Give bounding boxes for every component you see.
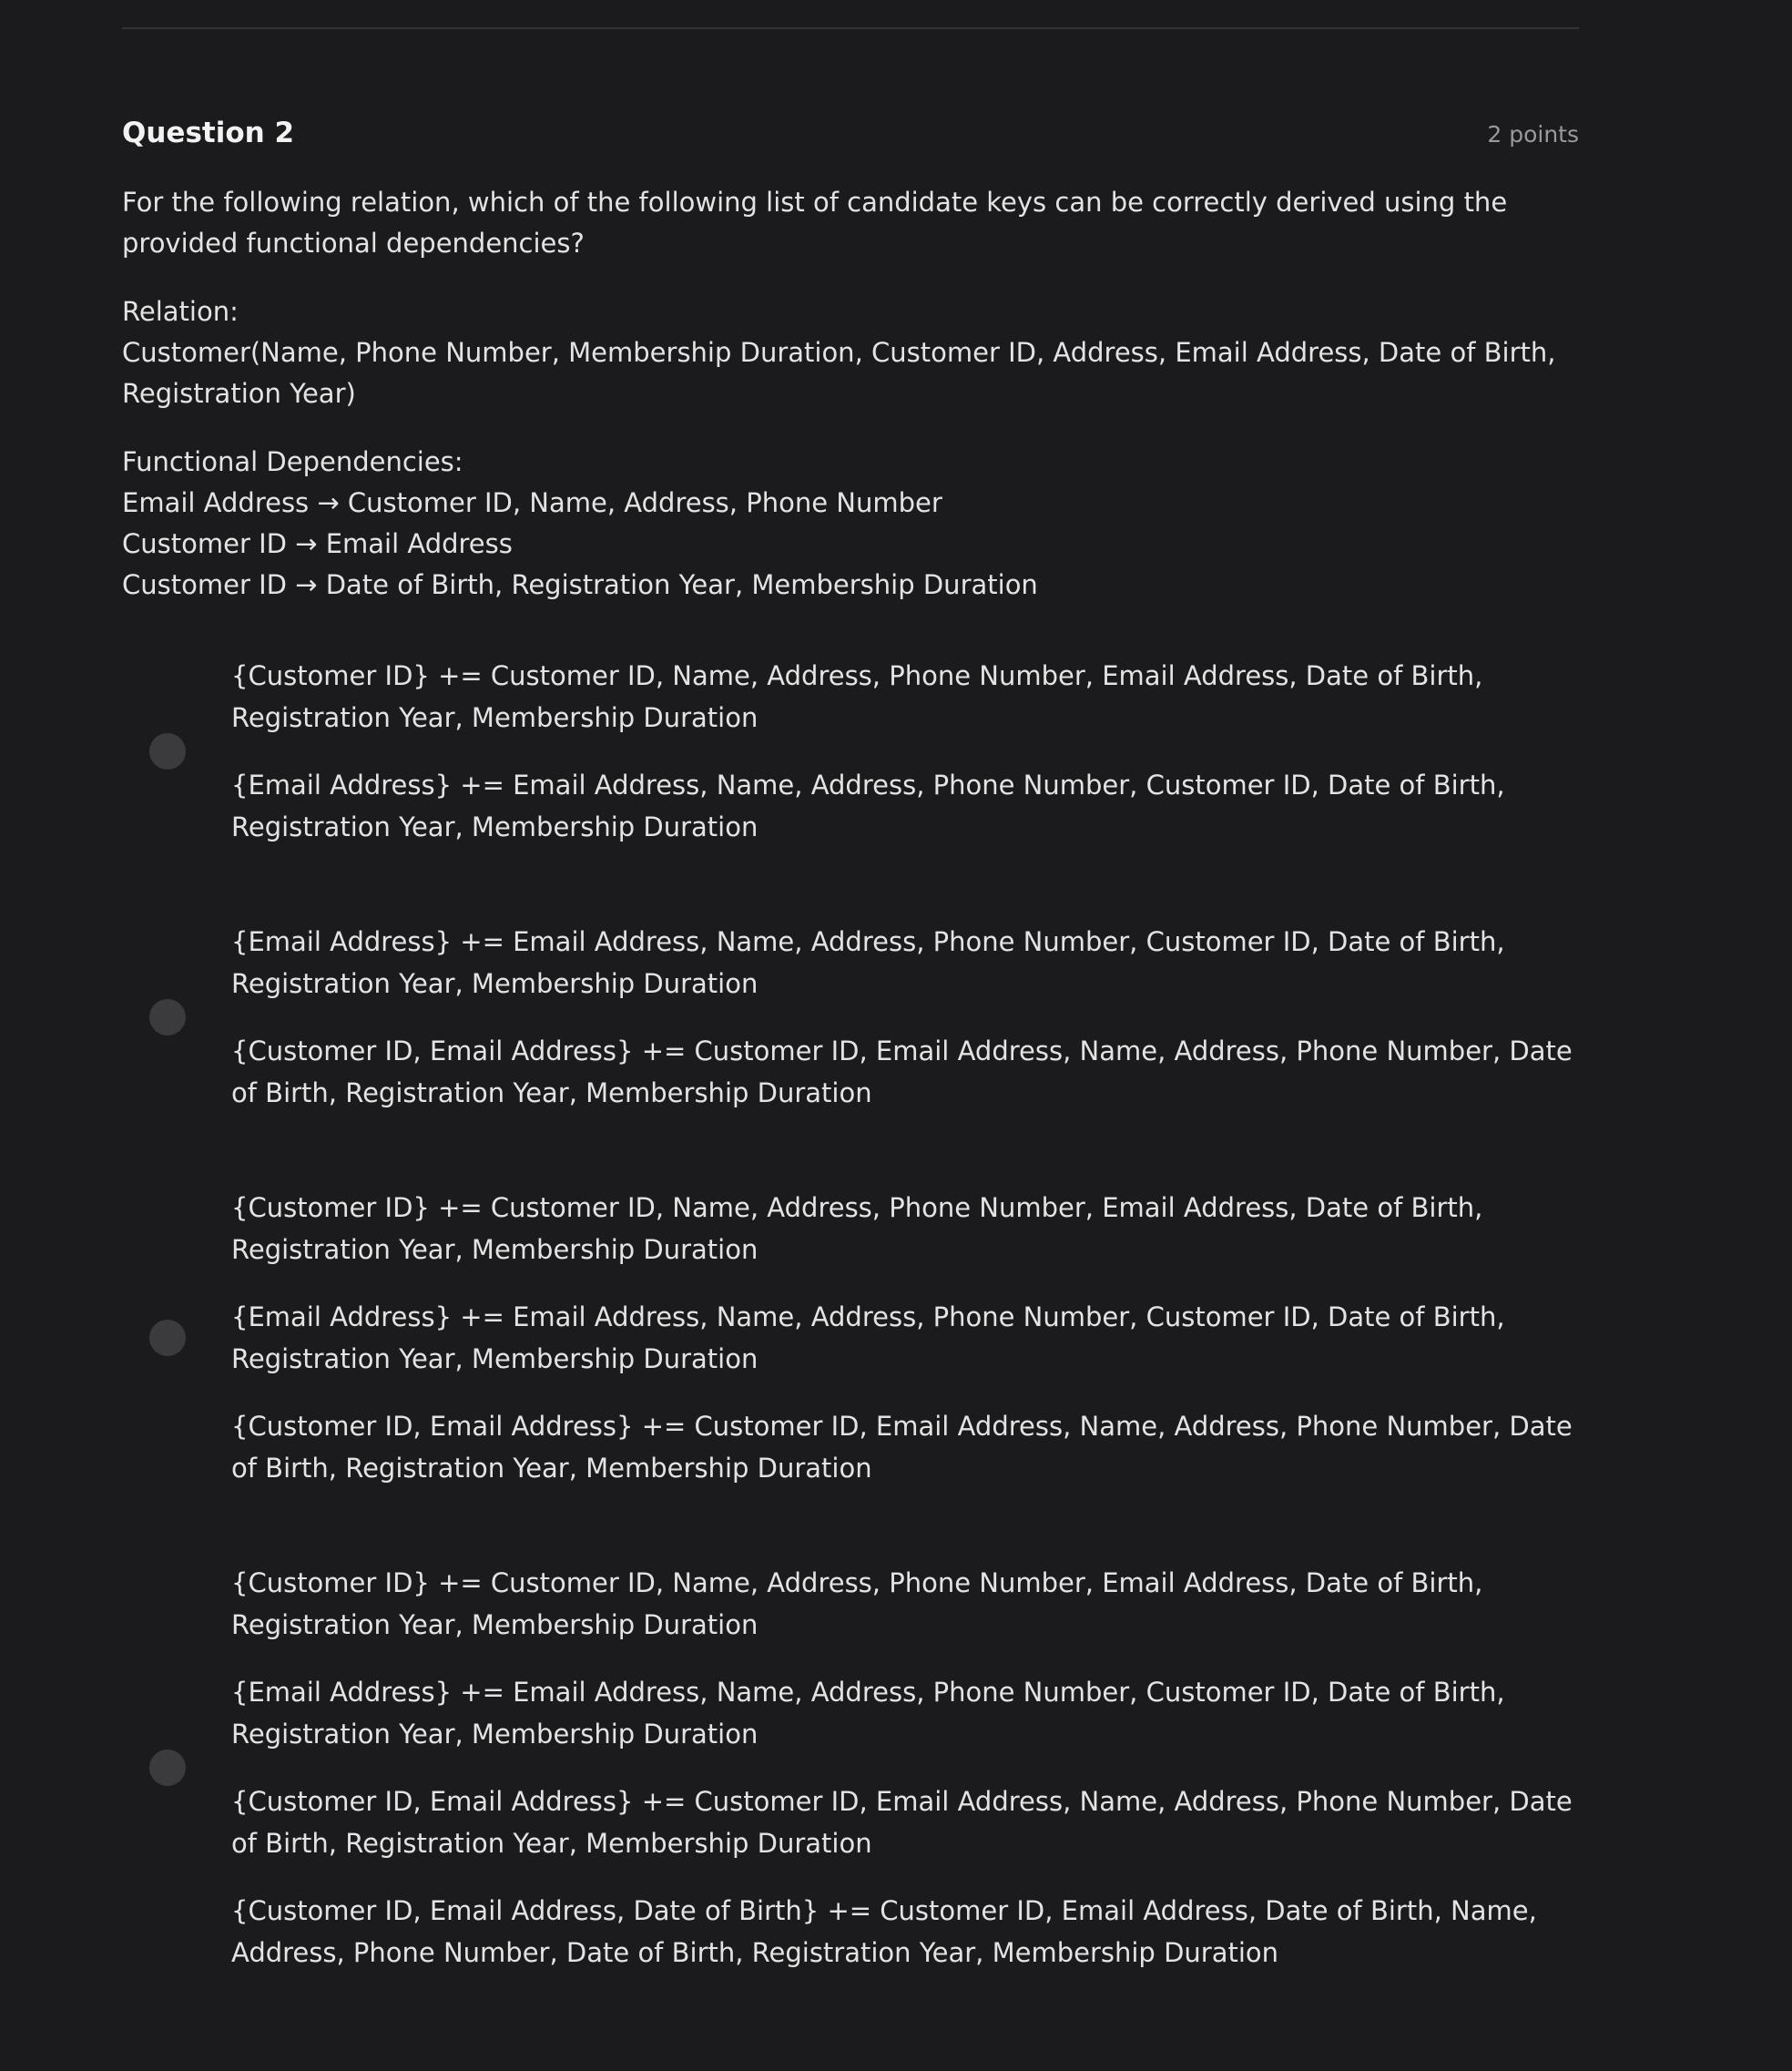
relation-label: Relation: xyxy=(122,296,239,327)
option-line: {Email Address} += Email Address, Name, Address, Phone Number, Customer ID, Date of Birth, Registration Year, Membership Duration xyxy=(231,770,1505,842)
question-header xyxy=(122,117,1579,162)
option-line: {Customer ID, Email Address, Date of Birth} += Customer ID, Email Address, Date of Birth, Name, Address, Phone Number, Date of Birth, Registration Year, Membership Duration xyxy=(231,1895,1537,1968)
fd-item: Customer ID → Date of Birth, Registration Year, Membership Duration xyxy=(122,569,1038,600)
option-line: {Customer ID} += Customer ID, Name, Address, Phone Number, Email Address, Date of Birth, Registration Year, Membership Duration xyxy=(231,1567,1483,1640)
fd-block xyxy=(122,442,1579,606)
question-title: Question 2 xyxy=(122,117,295,149)
answer-option-2[interactable] xyxy=(122,908,1579,1127)
option-text xyxy=(231,655,1579,848)
option-line: {Customer ID, Email Address} += Customer ID, Email Address, Name, Address, Phone Number, Date of Birth, Registration Year, Membership Duration xyxy=(231,1411,1573,1484)
option-text xyxy=(231,1187,1579,1489)
radio-button[interactable] xyxy=(149,733,186,770)
fd-label: Functional Dependencies: xyxy=(122,446,463,477)
top-divider xyxy=(122,27,1579,29)
question-card xyxy=(122,117,1579,1986)
option-text xyxy=(231,921,1579,1114)
radio-button[interactable] xyxy=(149,999,186,1036)
relation-block xyxy=(122,291,1579,414)
option-line: {Customer ID, Email Address} += Customer ID, Email Address, Name, Address, Phone Number, Date of Birth, Registration Year, Membership Duration xyxy=(231,1036,1573,1108)
option-line: {Email Address} += Email Address, Name, Address, Phone Number, Customer ID, Date of Birth, Registration Year, Membership Duration xyxy=(231,1677,1505,1750)
option-line: {Customer ID} += Customer ID, Name, Address, Phone Number, Email Address, Date of Birth, Registration Year, Membership Duration xyxy=(231,660,1483,733)
answer-option-3[interactable] xyxy=(122,1174,1579,1502)
relation-text: Customer(Name, Phone Number, Membership Duration, Customer ID, Address, Email Address, Date of Birth, Registration Year) xyxy=(122,337,1556,409)
option-line: {Customer ID, Email Address} += Customer ID, Email Address, Name, Address, Phone Number, Date of Birth, Registration Year, Membership Duration xyxy=(231,1786,1573,1859)
radio-button[interactable] xyxy=(149,1320,186,1356)
option-line: {Email Address} += Email Address, Name, Address, Phone Number, Customer ID, Date of Birth, Registration Year, Membership Duration xyxy=(231,1301,1505,1374)
question-prompt: For the following relation, which of the following list of candidate keys can be correctly derived using the provided functional dependencies? xyxy=(122,187,1508,259)
fd-item: Email Address → Customer ID, Name, Address, Phone Number xyxy=(122,487,942,518)
answer-options xyxy=(122,642,1579,1986)
option-line: {Customer ID} += Customer ID, Name, Address, Phone Number, Email Address, Date of Birth, Registration Year, Membership Duration xyxy=(231,1192,1483,1265)
answer-option-1[interactable] xyxy=(122,642,1579,861)
option-line: {Email Address} += Email Address, Name, Address, Phone Number, Customer ID, Date of Birth, Registration Year, Membership Duration xyxy=(231,926,1505,999)
question-points: 2 points xyxy=(1487,121,1579,148)
option-text xyxy=(231,1562,1579,1974)
radio-button[interactable] xyxy=(149,1750,186,1786)
answer-option-4[interactable] xyxy=(122,1549,1579,1986)
fd-item: Customer ID → Email Address xyxy=(122,528,513,559)
